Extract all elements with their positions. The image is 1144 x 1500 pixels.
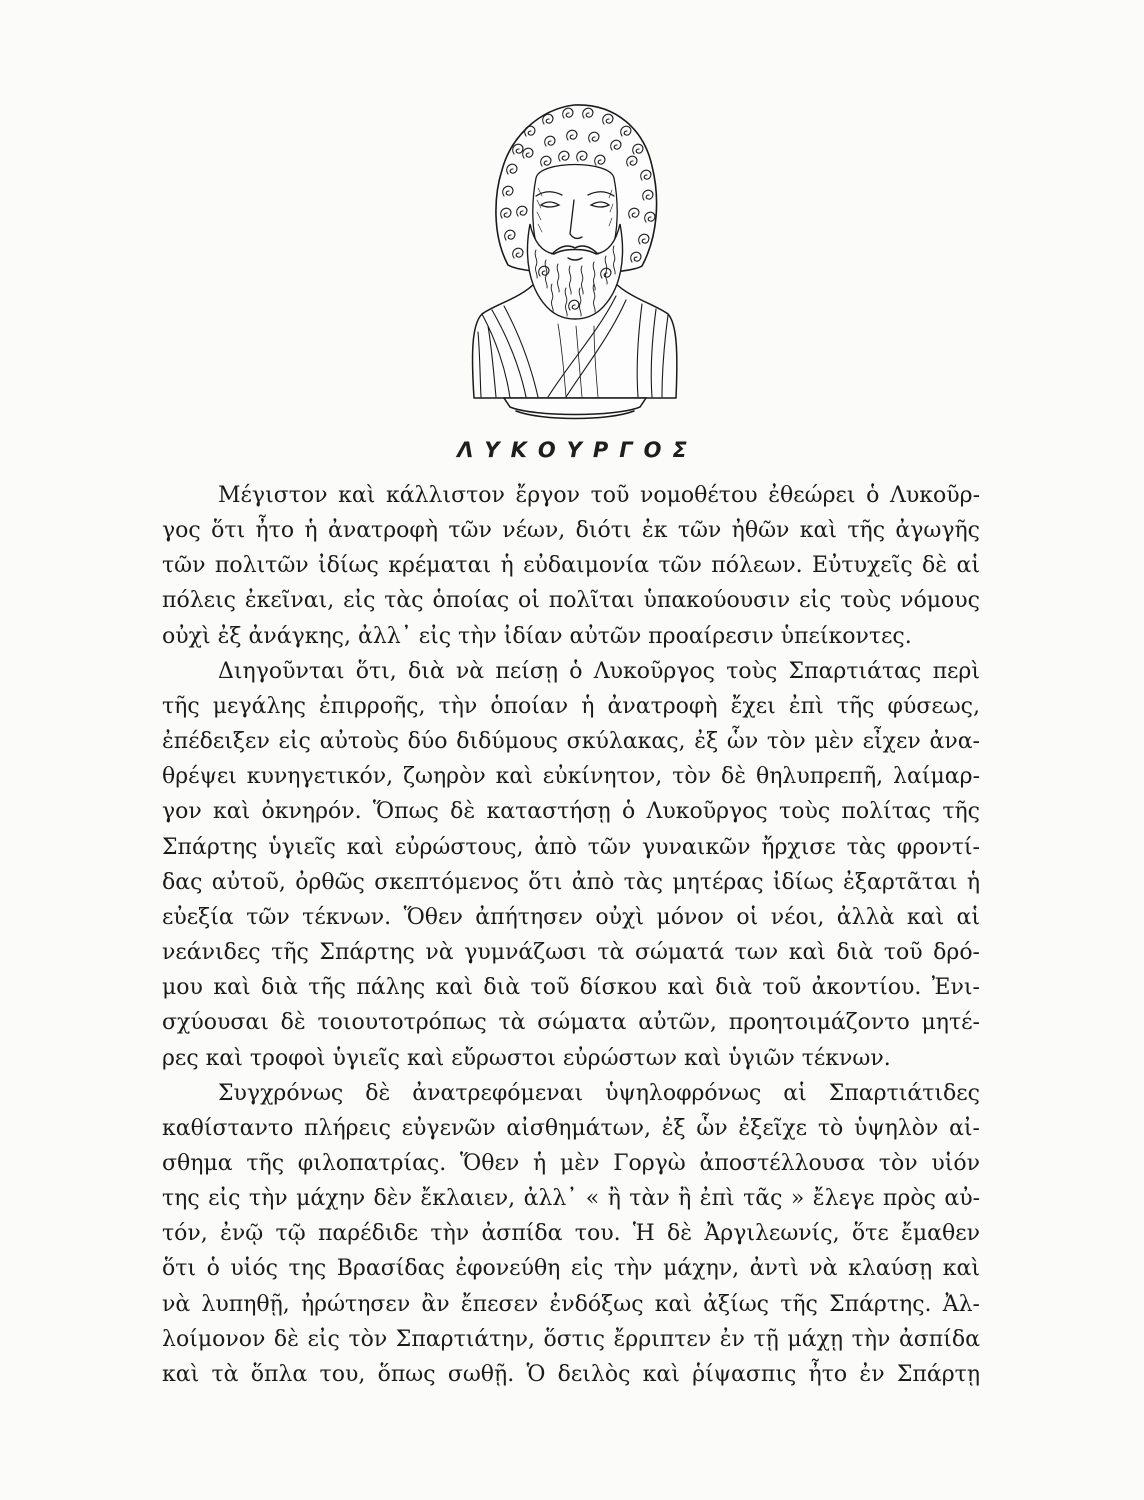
- text-line: ἐπέδειξεν εἰς αὐτοὺς δύο διδύμους σκύλακας, ἐξ ὧν τὸν μὲν εἶχεν ἀνα-: [162, 729, 980, 755]
- text-line: Συγχρόνως δὲ ἀνατρεφόμεναι ὑψηλοφρόνως αἱ Σπαρτιάτιδες: [218, 1080, 980, 1106]
- text-line: Μέγιστον καὶ κάλλιστον ἔργον τοῦ νομοθέτου ἐθεώρει ὁ Λυκοῦρ-: [218, 483, 980, 508]
- body-text: [162, 478, 980, 1392]
- text-line: σχύουσαι δὲ τοιουτοτρόπως τὰ σώματα αὐτῶν, προητοιμάζοντο μητέ-: [162, 1010, 980, 1036]
- text-line: σθημα τῆς φιλοπατρίας. Ὅθεν ἡ μὲν Γοργὼ ἀποστέλλουσα τὸν υἱόν: [162, 1150, 980, 1176]
- page-title: ΛΥΚΟΥΡΓΟΣ: [457, 438, 698, 462]
- text-line: καθίσταντο πλήρεις εὐγενῶν αἰσθημάτων, ἐξ ὧν ἐξεῖχε τὸ ὑψηλὸν αἰ-: [162, 1115, 980, 1141]
- text-line: τῆς μεγάλης ἐπιρροῆς, τὴν ὁποίαν ἡ ἀνατροφὴ ἔχει ἐπὶ τῆς φύσεως,: [162, 693, 980, 719]
- text-line: πόλεις ἐκεῖναι, εἰς τὰς ὁποίας οἱ πολῖται ὑπακούουσιν εἰς τοὺς νόμους: [162, 588, 980, 614]
- text-line: ὅτι ὁ υἱός της Βρασίδας ἐφονεύθη εἰς τὴν μάχην, ἀντὶ νὰ κλαύσῃ καὶ: [162, 1256, 980, 1282]
- text-line: τόν, ἐνῷ τῷ παρέδιδε τὴν ἀσπίδα του. Ἡ δὲ Ἀργιλεωνίς, ὅτε ἔμαθεν: [162, 1221, 980, 1247]
- text-line: μου καὶ διὰ τῆς πάλης καὶ διὰ τοῦ δίσκου καὶ διὰ τοῦ ἀκοντίου. Ἐνι-: [162, 975, 980, 1001]
- paragraph: [162, 654, 980, 1076]
- text-line: νὰ λυπηθῇ, ἠρώτησεν ἂν ἔπεσεν ἐνδόξως καὶ ἀξίως τῆς Σπάρτης. Ἀλ-: [162, 1291, 980, 1317]
- text-line: δας αὐτοῦ, ὀρθῶς σκεπτόμενος ὅτι ἀπὸ τὰς μητέρας ἰδίως ἐξαρτᾶται ἡ: [162, 869, 980, 895]
- text-line: θρέψει κυνηγετικόν, ζωηρὸν καὶ εὐκίνητον, τὸν δὲ θηλυπρεπῆ, λαίμαρ-: [162, 764, 980, 790]
- text-line: γος ὅτι ἦτο ἡ ἀνατροφὴ τῶν νέων, διότι ἐκ τῶν ἠθῶν καὶ τῆς ἀγωγῆς: [162, 518, 980, 544]
- text-line: τῶν πολιτῶν ἰδίως κρέμαται ἡ εὐδαιμονία τῶν πόλεων. Εὐτυχεῖς δὲ αἱ: [162, 553, 980, 579]
- text-line: της εἰς τὴν μάχην δὲν ἔκλαιεν, ἀλλ᾽ « ἢ τὰν ἢ ἐπὶ τᾶς » ἔλεγε πρὸς αὐ-: [162, 1186, 980, 1212]
- text-line: καὶ τὰ ὅπλα του, ὅπως σωθῇ. Ὁ δειλὸς καὶ ῥίψασπις ἦτο ἐν Σπάρτῃ: [162, 1361, 980, 1387]
- text-line: Διηγοῦνται ὅτι, διὰ νὰ πείσῃ ὁ Λυκοῦργος τοὺς Σπαρτιάτας περὶ: [218, 658, 980, 684]
- text-line: Σπάρτης ὑγιεῖς καὶ εὐρώστους, ἀπὸ τῶν γυναικῶν ἤρχισε τὰς φροντί-: [162, 834, 980, 860]
- text-line: λοίμονον δὲ εἰς τὸν Σπαρτιάτην, ὅστις ἔρριπτεν ἐν τῇ μάχῃ τὴν ἀσπίδα: [162, 1326, 980, 1352]
- paragraph: [162, 478, 980, 654]
- text-line: ρες καὶ τροφοὶ ὑγιεῖς καὶ εὔρωστοι εὐρώστων καὶ ὑγιῶν τέκνων.: [162, 1045, 891, 1071]
- bust-illustration: [466, 100, 682, 422]
- text-line: οὐχὶ ἐξ ἀνάγκης, ἀλλ᾽ εἰς τὴν ἰδίαν αὐτῶν προαίρεσιν ὑπείκοντες.: [162, 623, 912, 649]
- text-line: εὐεξία τῶν τέκνων. Ὅθεν ἀπήτησεν οὐχὶ μόνον οἱ νέοι, ἀλλὰ καὶ αἱ: [162, 904, 980, 930]
- text-line: γον καὶ ὀκνηρόν. Ὅπως δὲ καταστήσῃ ὁ Λυκοῦργος τοὺς πολίτας τῆς: [162, 799, 980, 825]
- paragraph: [162, 1076, 980, 1392]
- text-line: νεάνιδες τῆς Σπάρτης νὰ γυμνάζωσι τὰ σώματά των καὶ διὰ τοῦ δρό-: [162, 940, 980, 966]
